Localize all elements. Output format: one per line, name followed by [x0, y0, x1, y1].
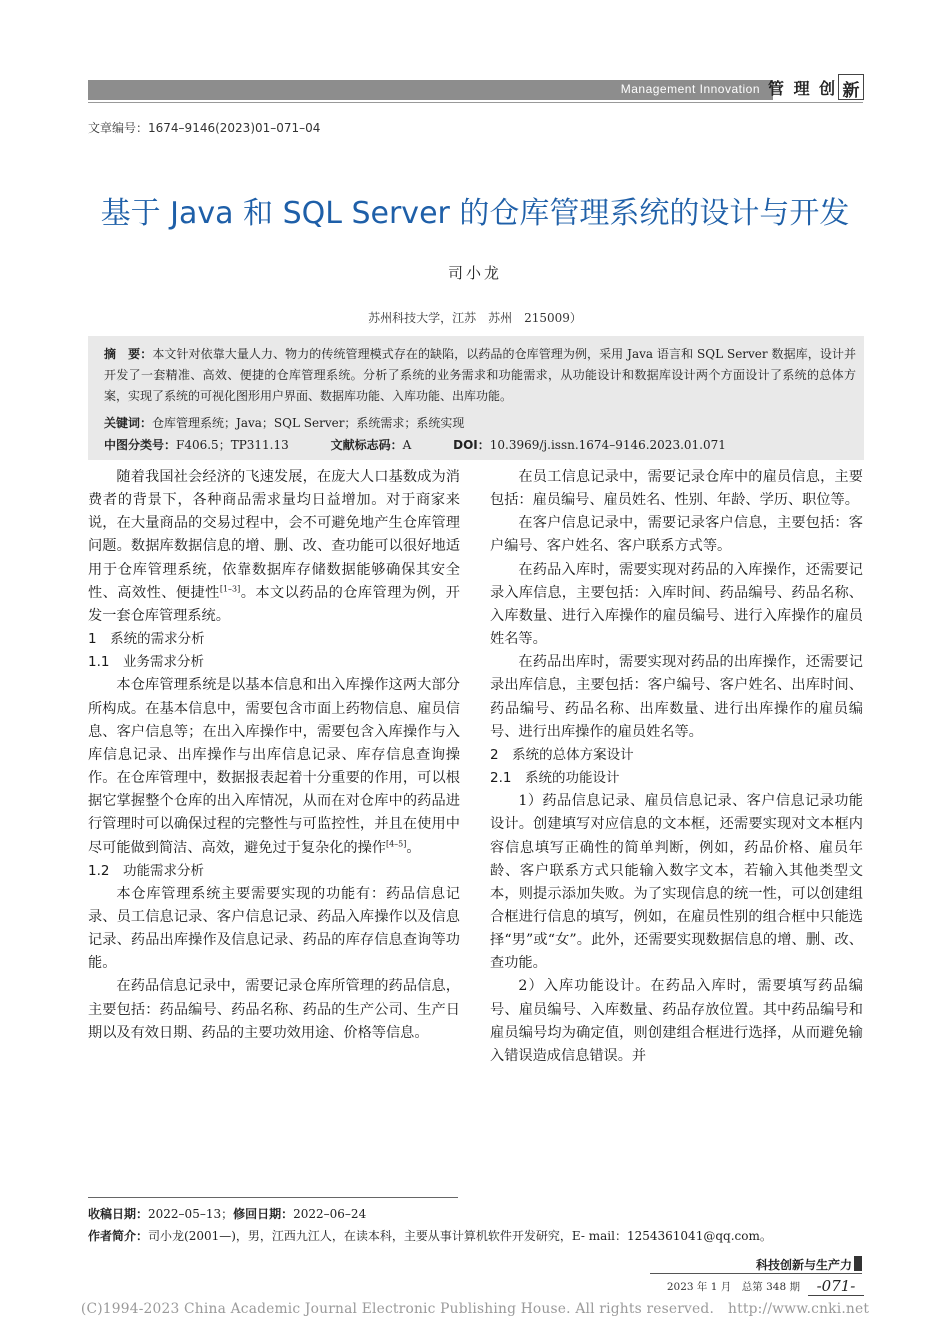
received-dates: 收稿日期：2022–05–13；修回日期：2022–06–24 — [88, 1207, 367, 1221]
clc-number: 中图分类号：F406.5；TP311.13 — [104, 438, 289, 452]
subsection-heading: 2.1 系统的功能设计 — [490, 770, 620, 787]
section-boxed-char: 新 — [838, 74, 864, 100]
body-column-right — [490, 466, 863, 1068]
journal-mark — [854, 1256, 862, 1271]
section-heading: 1 系统的需求分析 — [88, 631, 205, 648]
copyright-notice: (C)1994-2023 China Academic Journal Electronic Publishing House. All rights reserved. http://www.cnki.net — [80, 1301, 870, 1317]
paragraph: 2）入库功能设计。在药品入库时，需要填写药品编号、雇员编号、入库数量、药品存放位置。其中药品编号和雇员编号均为确定值，则创建组合框进行选择，从而避免输入错误造成信息错误。并 — [490, 978, 863, 1064]
paragraph: 在客户信息记录中，需要记录客户信息，主要包括：客户编号、客户姓名、客户联系方式等。 — [490, 515, 863, 555]
header-rule — [88, 102, 863, 103]
subsection-heading: 1.1 业务需求分析 — [88, 654, 204, 671]
affiliation: 苏州科技大学，江苏 苏州 215009） — [368, 311, 582, 325]
paper-title: 基于 Java 和 SQL Server 的仓库管理系统的设计与开发 — [100, 196, 850, 231]
paragraph: 本仓库管理系统是以基本信息和出入库操作这两大部分所构成。在基本信息中，需要包含市面上药物信息、雇员信息、客户信息等；在出入库操作中，需要包含入库操作与入库信息记录、出库操作与出库信息记录、库存信息查询操作。在仓库管理中，数据报表起着十分重要的作用，可以根据它掌握整个仓库的出入库情况，从而在对仓库中的药品进行管理时可以确保过程的完整性与可监控性，并且在使用中尽可能做到简洁、高效，避免过于复杂化的操作[4–5]。 — [88, 677, 460, 856]
abstract: 摘 要：本文针对依靠大量人力、物力的传统管理模式存在的缺陷，以药品的仓库管理为例，采用 Java 语言和 SQL Server 数据库，设计并开发了一套精准、高效、便捷的仓库管理系统。分析了系统的业务需求和功能需求，从功能设计和数据库设计两个方面设计了系统的总体方案，实现了系统的可视化图形用户界面、数据库功能、入库功能、出库功能。 — [104, 347, 856, 403]
paragraph: 在药品信息记录中，需要记录仓库所管理的药品信息，主要包括：药品编号、药品名称、药品的生产公司、生产日期以及有效日期、药品的主要功效用途、价格等信息。 — [88, 978, 460, 1041]
section-heading: 2 系统的总体方案设计 — [490, 746, 634, 763]
author-bio: 作者简介：司小龙(2001—)，男，江西九江人，在读本科，主要从事计算机软件开发研究，E- mail：1254361041@qq.com。 — [88, 1229, 772, 1243]
journal-name: 科技创新与生产力 — [755, 1258, 852, 1272]
classification-line — [104, 436, 864, 453]
footnote-rule — [88, 1197, 458, 1198]
paragraph: 在药品出库时，需要实现对药品的出库操作，还需要记录出库信息，主要包括：客户编号、客户姓名、出库时间、药品编号、药品名称、出库数量、进行出库操作的雇员编号、进行出库操作的雇员姓名等。 — [490, 654, 863, 740]
document-code: 文献标志码：A — [330, 438, 412, 452]
paragraph: 本仓库管理系统主要需要实现的功能有：药品信息记录、员工信息记录、客户信息记录、药品入库操作以及信息记录、药品出库操作及信息记录、药品的库存信息查询等功能。 — [88, 885, 460, 972]
page-number: -071- — [808, 1277, 864, 1296]
paragraph: 随着我国社会经济的飞速发展，在庞大人口基数成为消费者的背景下，各种商品需求量均日益增加。对于商家来说，在大量商品的交易过程中，会不可避免地产生仓库管理问题。数据库数据信息的增、删、改、查功能可以很好地适用于仓库管理系统，依靠数据库存储数据能够确保其安全性、高效性、便捷性[1–3]。本文以药品的仓库管理为例，开发一套仓库管理系统。 — [88, 469, 460, 624]
footer-rule — [650, 1273, 862, 1274]
keywords: 关键词：仓库管理系统；Java；SQL Server；系统需求；系统实现 — [104, 416, 465, 430]
section-name-chinese: 管 理 创 — [768, 79, 838, 98]
body-column-left — [88, 466, 460, 1045]
doi: DOI：10.3969/j.issn.1674–9146.2023.01.071 — [453, 438, 726, 452]
article-number: 文章编号：1674–9146(2023)01–071–04 — [88, 121, 321, 135]
subsection-heading: 1.2 功能需求分析 — [88, 862, 204, 879]
paragraph: 在员工信息记录中，需要记录仓库中的雇员信息，主要包括：雇员编号、雇员姓名、性别、年龄、学历、职位等。 — [490, 469, 863, 509]
issue-info: 2023 年 1 月 总第 348 期 — [666, 1281, 800, 1293]
section-name-english: Management Innovation — [620, 82, 760, 96]
paragraph: 1）药品信息记录、雇员信息记录、客户信息记录功能设计。创建填写对应信息的文本框，还需要实现对文本框内容信息填写正确性的简单判断，例如，药品价格、雇员年龄、客户联系方式只能输入数字文本，若输入其他类型文本，则提示添加失败。为了实现信息的统一性，可以创建组合框进行信息的填写，例如，在雇员性别的组合框中只能选择“男”或“女”。此外，还需要实现数据信息的增、删、改、查功能。 — [490, 793, 863, 972]
paragraph: 在药品入库时，需要实现对药品的入库操作，还需要记录入库信息，主要包括：入库时间、药品编号、药品名称、入库数量、进行入库操作的雇员编号、进行入库操作的雇员姓名等。 — [490, 561, 863, 648]
author-name: 司小龙 — [447, 264, 502, 282]
